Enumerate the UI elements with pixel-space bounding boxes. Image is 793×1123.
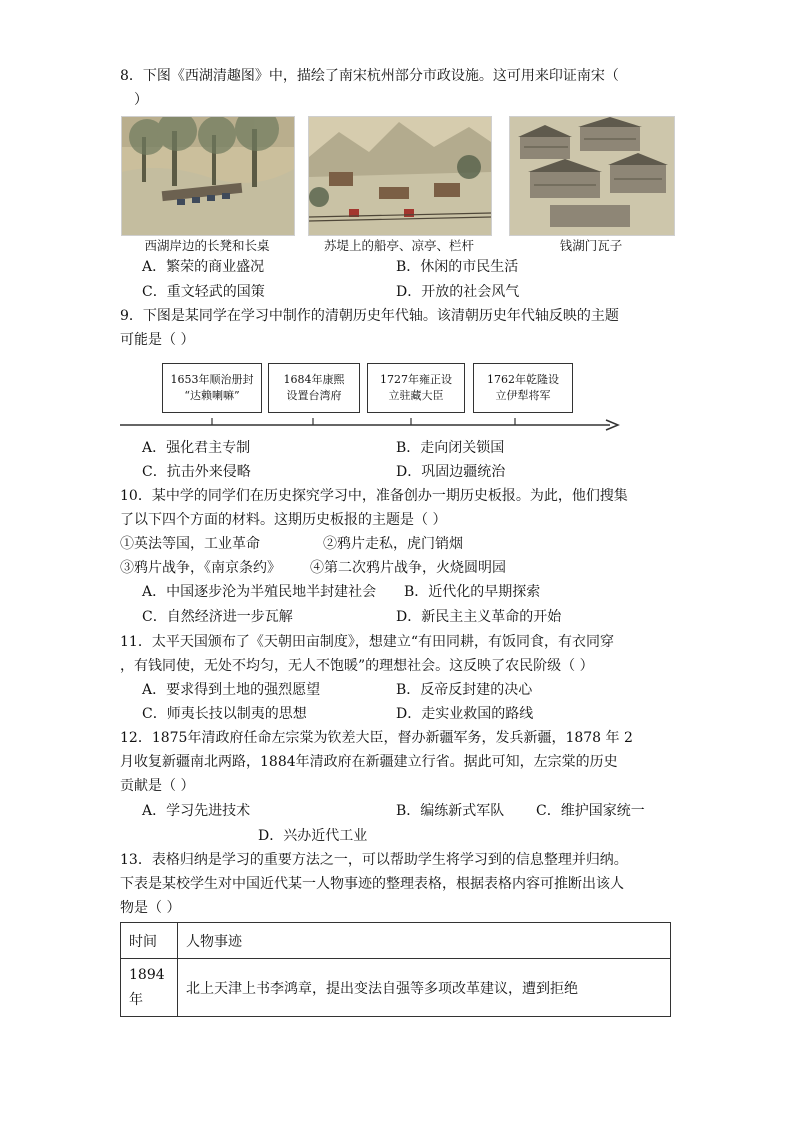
timeline-item-1684-line2: 设置台湾府 bbox=[286, 389, 342, 402]
q9-stem-line2: 可能是（ ） bbox=[120, 332, 195, 348]
q10-option-b[interactable]: B．近代化的早期探索 bbox=[404, 584, 541, 600]
table-row1-year-b: 年 bbox=[129, 991, 143, 1008]
timeline-item-1762 bbox=[473, 363, 573, 413]
q8-option-b[interactable]: B．休闲的市民生活 bbox=[396, 259, 519, 275]
q13-table bbox=[120, 922, 671, 1017]
q10-item-4: ④第二次鸦片战争，火烧圆明园 bbox=[310, 560, 506, 576]
caption-su-causeway: 苏堤上的船亭、凉亭、栏杆 bbox=[323, 238, 474, 253]
caption-lakeside: 西湖岸边的长凳和长桌 bbox=[144, 238, 270, 253]
timeline-item-1653-line1: 1653年顺治册封 bbox=[170, 373, 254, 386]
photo-lakeside-benches bbox=[121, 116, 295, 236]
table-head-event: 人物事迹 bbox=[178, 923, 671, 959]
q13-stem-line3: 物是（ ） bbox=[120, 900, 181, 916]
q11-option-a[interactable]: A．要求得到土地的强烈愿望 bbox=[142, 682, 321, 698]
q9-option-a[interactable]: A．强化君主专制 bbox=[142, 440, 251, 456]
q10-item-2: ②鸦片走私，虎门销烟 bbox=[323, 536, 463, 552]
q9-option-d[interactable]: D．巩固边疆统治 bbox=[396, 464, 506, 480]
timeline-item-1653 bbox=[162, 363, 262, 413]
q10-option-c[interactable]: C．自然经济进一步瓦解 bbox=[142, 609, 293, 625]
q12-stem-line3: 贡献是（ ） bbox=[120, 778, 195, 794]
timeline-item-1762-line1: 1762年乾隆设 bbox=[487, 373, 559, 386]
timeline-item-1727-line2: 立驻藏大臣 bbox=[388, 389, 444, 402]
q13-stem-line1: 13．表格归纳是学习的重要方法之一，可以帮助学生将学习到的信息整理并归纳。 bbox=[120, 852, 628, 868]
table-row1-year-a: 1894 bbox=[129, 966, 165, 983]
table-head-time: 时间 bbox=[121, 923, 178, 959]
q8-stem-line1: 8．下图《西湖清趣图》中，描绘了南宋杭州部分市政设施。这可用来印证南宋（ bbox=[120, 68, 619, 84]
timeline-item-1684-line1: 1684年康熙 bbox=[283, 373, 345, 386]
table-row1-year bbox=[121, 959, 178, 1017]
timeline-item-1727-line1: 1727年雍正设 bbox=[380, 373, 452, 386]
q8-option-c[interactable]: C．重文轻武的国策 bbox=[142, 284, 265, 300]
timeline-axis bbox=[120, 418, 620, 432]
photo-su-causeway-pavilions bbox=[308, 116, 492, 236]
q12-stem-line1: 12．1875年清政府任命左宗棠为钦差大臣，督办新疆军务，发兵新疆，1878 年 2 bbox=[120, 730, 633, 746]
q11-stem-line1: 11．太平天国颁布了《天朝田亩制度》，想建立“有田同耕，有饭同食，有衣同穿 bbox=[120, 634, 614, 650]
q8-option-a[interactable]: A．繁荣的商业盛况 bbox=[142, 259, 265, 275]
q10-stem-line2: 了以下四个方面的材料。这期历史板报的主题是（ ） bbox=[120, 512, 447, 528]
q11-option-d[interactable]: D．走实业救国的路线 bbox=[396, 706, 534, 722]
q8-stem-line2: ） bbox=[134, 92, 148, 108]
q10-item-1: ①英法等国，工业革命 bbox=[120, 536, 260, 552]
q10-option-d[interactable]: D．新民主主义革命的开始 bbox=[396, 609, 562, 625]
q11-stem-line2: ，有钱同使，无处不均匀，无人不饱暖”的理想社会。这反映了农民阶级（ ） bbox=[120, 658, 594, 674]
q12-option-d[interactable]: D．兴办近代工业 bbox=[258, 828, 368, 844]
timeline-item-1653-line2: “达赖喇嘛” bbox=[184, 389, 240, 402]
q10-option-a[interactable]: A．中国逐步沦为半殖民地半封建社会 bbox=[142, 584, 377, 600]
q12-option-a[interactable]: A．学习先进技术 bbox=[142, 803, 251, 819]
q10-item-3: ③鸦片战争，《南京条约》 bbox=[120, 560, 281, 576]
q12-stem-line2: 月收复新疆南北两路，1884年清政府在新疆建立行省。据此可知，左宗棠的历史 bbox=[120, 754, 618, 770]
table-row1-event: 北上天津上书李鸿章，提出变法自强等多项改革建议，遭到拒绝 bbox=[178, 959, 671, 1017]
q9-stem-line1: 9．下图是某同学在学习中制作的清朝历史年代轴。该清朝历史年代轴反映的主题 bbox=[120, 308, 619, 324]
q13-stem-line2: 下表是某校学生对中国近代某一人物事迹的整理表格，根据表格内容可推断出该人 bbox=[120, 876, 624, 892]
caption-qianhumen: 钱湖门瓦子 bbox=[559, 238, 623, 253]
timeline-item-1762-line2: 立伊犁将军 bbox=[495, 389, 551, 402]
q11-option-b[interactable]: B．反帝反封建的决心 bbox=[396, 682, 533, 698]
q9-option-b[interactable]: B．走向闭关锁国 bbox=[396, 440, 505, 456]
q10-stem-line1: 10．某中学的同学们在历史探究学习中，准备创办一期历史板报。为此，他们搜集 bbox=[120, 488, 628, 504]
q12-option-c[interactable]: C．维护国家统一 bbox=[536, 803, 645, 819]
photo-qianhumen-wazi bbox=[509, 116, 675, 236]
timeline-item-1727 bbox=[367, 363, 465, 413]
q12-option-b[interactable]: B．编练新式军队 bbox=[396, 803, 505, 819]
timeline-item-1684 bbox=[268, 363, 360, 413]
q8-option-d[interactable]: D．开放的社会风气 bbox=[396, 284, 520, 300]
q9-option-c[interactable]: C．抗击外来侵略 bbox=[142, 464, 251, 480]
q11-option-c[interactable]: C．师夷长技以制夷的思想 bbox=[142, 706, 307, 722]
